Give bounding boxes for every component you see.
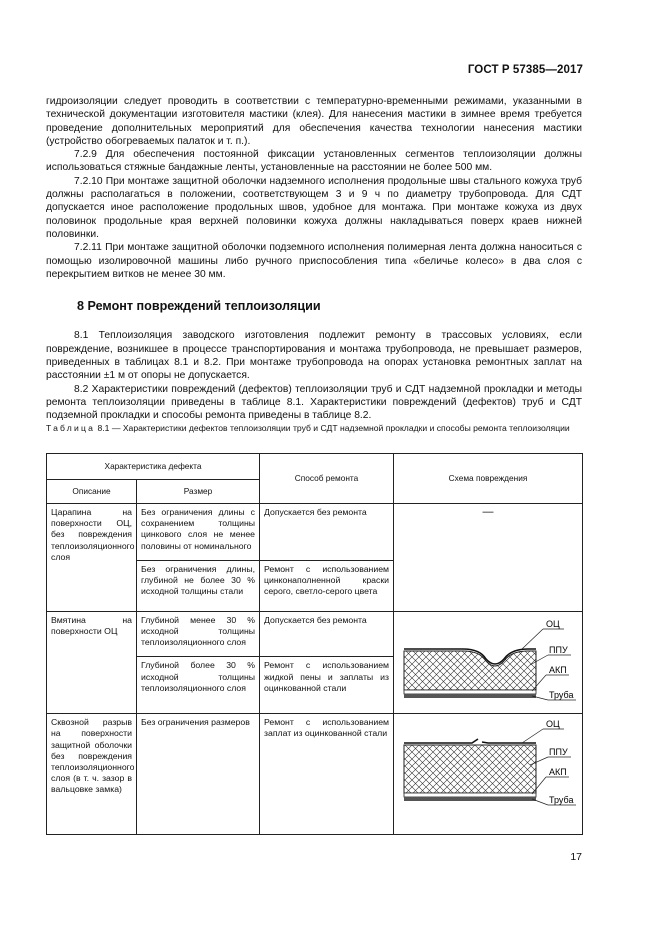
row2-size-a: Глубиной менее 30 % исходной толщины теплоизоляционного слоя	[137, 612, 260, 657]
row3-method: Ремонт с использованием заплат из оцинкованной стали	[260, 714, 394, 835]
table-row	[47, 714, 583, 835]
row1-size-b: Без ограничения длины, глубиной не более 30 % исходной толщины стали	[137, 561, 260, 612]
label-oc: ОЦ	[546, 719, 560, 730]
row1-method-a: Допускается без ремонта	[260, 504, 394, 561]
paragraph-8-2: 8.2 Характеристики повреждений (дефектов) теплоизоляции труб и СДТ надземной прокладки и методы ремонта теплоизоляции приведены в таблице 8.1. Характеристики повреждений (дефектов) труб и СДТ подземной прокладки и способы ремонта приведены в таблице 8.2.	[46, 383, 582, 422]
document-header: ГОСТ Р 57385—2017	[467, 64, 583, 76]
table-caption-word: Таблица	[46, 423, 96, 433]
row1-schema: —	[394, 504, 583, 612]
anticorrosion-layer	[404, 793, 536, 797]
label-akp: АКП	[549, 665, 567, 675]
paragraph-8-1: 8.1 Теплоизоляция заводского изготовления подлежит ремонту в трассовых условиях, если повреждение, возникшее в процессе транспортирования и монтажа трубопровода, не превышает размеров, приведенных в таблицах 8.1 и 8.2. При монтаже трубопровода на опорах установка ремонтных заплат на расстоянии ±1 м от опоры не допускается.	[46, 330, 582, 382]
outer-casing-left	[404, 739, 478, 743]
row3-description: Сквозной разрыв на поверхности защитной оболочки без повреждения теплоизоляционного слоя (в т. ч. зазор в вальцовке замка)	[47, 714, 137, 835]
row1-description: Царапина на поверхности ОЦ, без повреждения теплоизоляционного слоя	[47, 504, 137, 612]
row2-schema	[394, 612, 583, 714]
tear-damage-diagram	[398, 717, 579, 817]
label-pipe: Труба	[549, 690, 574, 700]
paragraph-7-2-9: 7.2.9 Для обеспечения постоянной фиксации установленных сегментов теплоизоляции должны использоваться стяжные бандажные ленты, установленные на расстоянии не более 500 мм.	[46, 149, 582, 174]
label-oc: ОЦ	[546, 619, 560, 629]
row1-size-a: Без ограничения длины с сохранением толщины цинкового слоя не менее половины от номинального	[137, 504, 260, 561]
row3-schema	[394, 714, 583, 835]
insulation-layer	[404, 745, 536, 793]
header-size: Размер	[137, 480, 260, 504]
paragraph-7-2-10: 7.2.10 При монтаже защитной оболочки надземного исполнения продольные швы стального кожуха труб должны располагаться в положении, соответствующем 3 и 9 ч по диаметру трубопровода. Для СДТ допускается иное расположение продольных швов, удобное для монтажа. При монтаже кожуха из двух половинок продольные края верхней половинки кожуха должны накладываться поверх краев нижней половинки.	[46, 175, 582, 240]
row2-size-b: Глубиной более 30 % исходной толщины теплоизоляционного слоя	[137, 657, 260, 714]
label-akp: АКП	[549, 767, 567, 778]
label-ppu: ППУ	[549, 747, 568, 758]
row3-size: Без ограничения размеров	[137, 714, 260, 835]
row2-method-a: Допускается без ремонта	[260, 612, 394, 657]
paragraph-7-2-11: 7.2.11 При монтаже защитной оболочки подземного исполнения полимерная лента должна наноситься с помощью изолировочной машины либо ручного приспособления типа «беличье колесо» в два слоя с перекрытием витков не менее 30 мм.	[46, 242, 582, 280]
table-caption	[46, 423, 586, 434]
table-row	[47, 612, 583, 657]
table-row	[47, 504, 583, 561]
body-text	[46, 95, 582, 423]
anticorrosion-layer	[404, 690, 536, 694]
label-ppu: ППУ	[549, 645, 568, 655]
header-repair-method: Способ ремонта	[260, 454, 394, 504]
header-damage-schema: Схема повреждения	[394, 454, 583, 504]
label-pipe: Труба	[549, 795, 574, 806]
table-caption-text: 8.1 — Характеристики дефектов теплоизоляции труб и СДТ надземной прокладки и способы ремонта теплоизоляции	[97, 423, 570, 433]
outer-casing-right	[482, 742, 536, 743]
defects-table	[46, 453, 583, 835]
row2-description: Вмятина на поверхности ОЦ	[47, 612, 137, 714]
dent-damage-diagram	[398, 615, 579, 707]
header-defect-characteristic: Характеристика дефекта	[47, 454, 260, 480]
header-description: Описание	[47, 480, 137, 504]
insulation-layer-dented	[404, 651, 536, 690]
pipe-wall	[404, 797, 536, 801]
paragraph-continuation: гидроизоляции следует проводить в соответствии с температурно-временными режимами, указанными в технической документации изготовителя мастики (клея). Для нанесения мастики в зимнее время требуется проведение дополнительных мероприятий для обеспечения качества технологии нанесения мастики (устройство обогреваемых палаток и т. п.).	[46, 96, 582, 147]
pipe-wall	[404, 694, 536, 698]
table-header-row	[47, 454, 583, 480]
page-number: 17	[570, 851, 582, 863]
row1-method-b: Ремонт с использованием цинконаполненной краски серого, светло-серого цвета	[260, 561, 394, 612]
row2-method-b: Ремонт с использованием жидкой пены и заплаты из оцинкованной стали	[260, 657, 394, 714]
section-heading: 8 Ремонт повреждений теплоизоляции	[77, 299, 321, 314]
